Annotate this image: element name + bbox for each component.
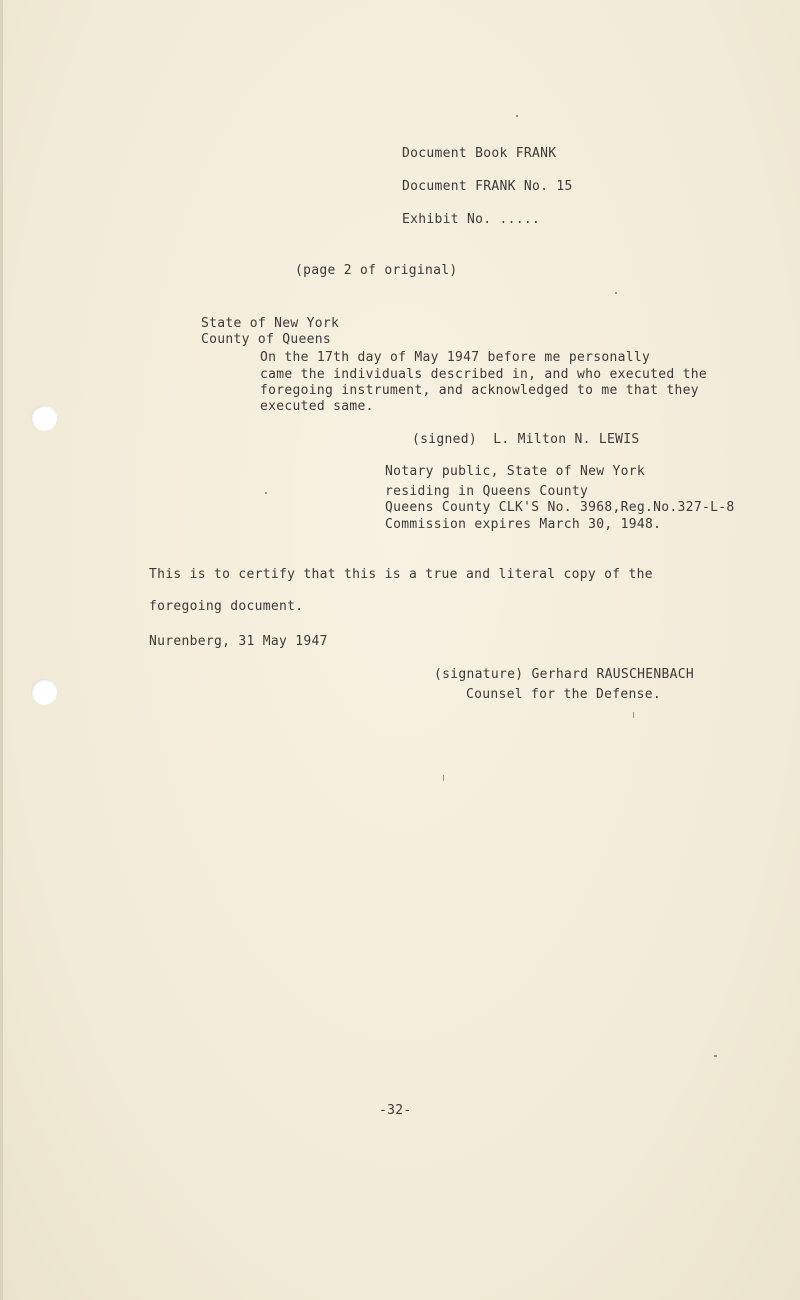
page-number: -32- bbox=[379, 1103, 412, 1118]
notary-body-line: came the individuals described in, and who executed the bbox=[260, 367, 707, 382]
notary-body-line: On the 17th day of May 1947 before me personally bbox=[260, 350, 651, 365]
notary-body-line: executed same. bbox=[260, 399, 374, 414]
certification-line-2: foregoing document. bbox=[149, 599, 304, 614]
paper-speck bbox=[615, 292, 617, 294]
document-book-line: Document Book FRANK bbox=[402, 146, 557, 161]
notary-signed-line: (signed) L. Milton N. LEWIS bbox=[412, 432, 640, 447]
notary-state: State of New York bbox=[201, 316, 340, 331]
defense-title-line: Counsel for the Defense. bbox=[466, 687, 662, 702]
paper-speck bbox=[714, 1055, 717, 1057]
paper-speck bbox=[443, 775, 444, 781]
page-of-original-note: (page 2 of original) bbox=[295, 263, 458, 278]
notary-detail-line: Commission expires March 30, 1948. bbox=[385, 517, 662, 532]
notary-detail-line: Queens County CLK'S No. 3968,Reg.No.327-L-8 bbox=[385, 500, 735, 515]
paper-speck bbox=[633, 712, 634, 718]
notary-body-line: foregoing instrument, and acknowledged to me that they bbox=[260, 383, 699, 398]
paper-speck bbox=[516, 115, 518, 117]
notary-county: County of Queens bbox=[201, 332, 332, 347]
punch-hole bbox=[31, 405, 57, 431]
exhibit-number-line: Exhibit No. ..... bbox=[402, 212, 541, 227]
document-number-line: Document FRANK No. 15 bbox=[402, 179, 573, 194]
punch-hole bbox=[31, 679, 57, 705]
defense-signature-line: (signature) Gerhard RAUSCHENBACH bbox=[434, 667, 695, 682]
notary-detail-line: residing in Queens County bbox=[385, 484, 589, 499]
paper-speck bbox=[265, 492, 267, 494]
certification-line-1: This is to certify that this is a true and literal copy of the bbox=[149, 567, 653, 582]
place-date-line: Nurenberg, 31 May 1947 bbox=[149, 634, 328, 649]
notary-detail-line: Notary public, State of New York bbox=[385, 464, 646, 479]
